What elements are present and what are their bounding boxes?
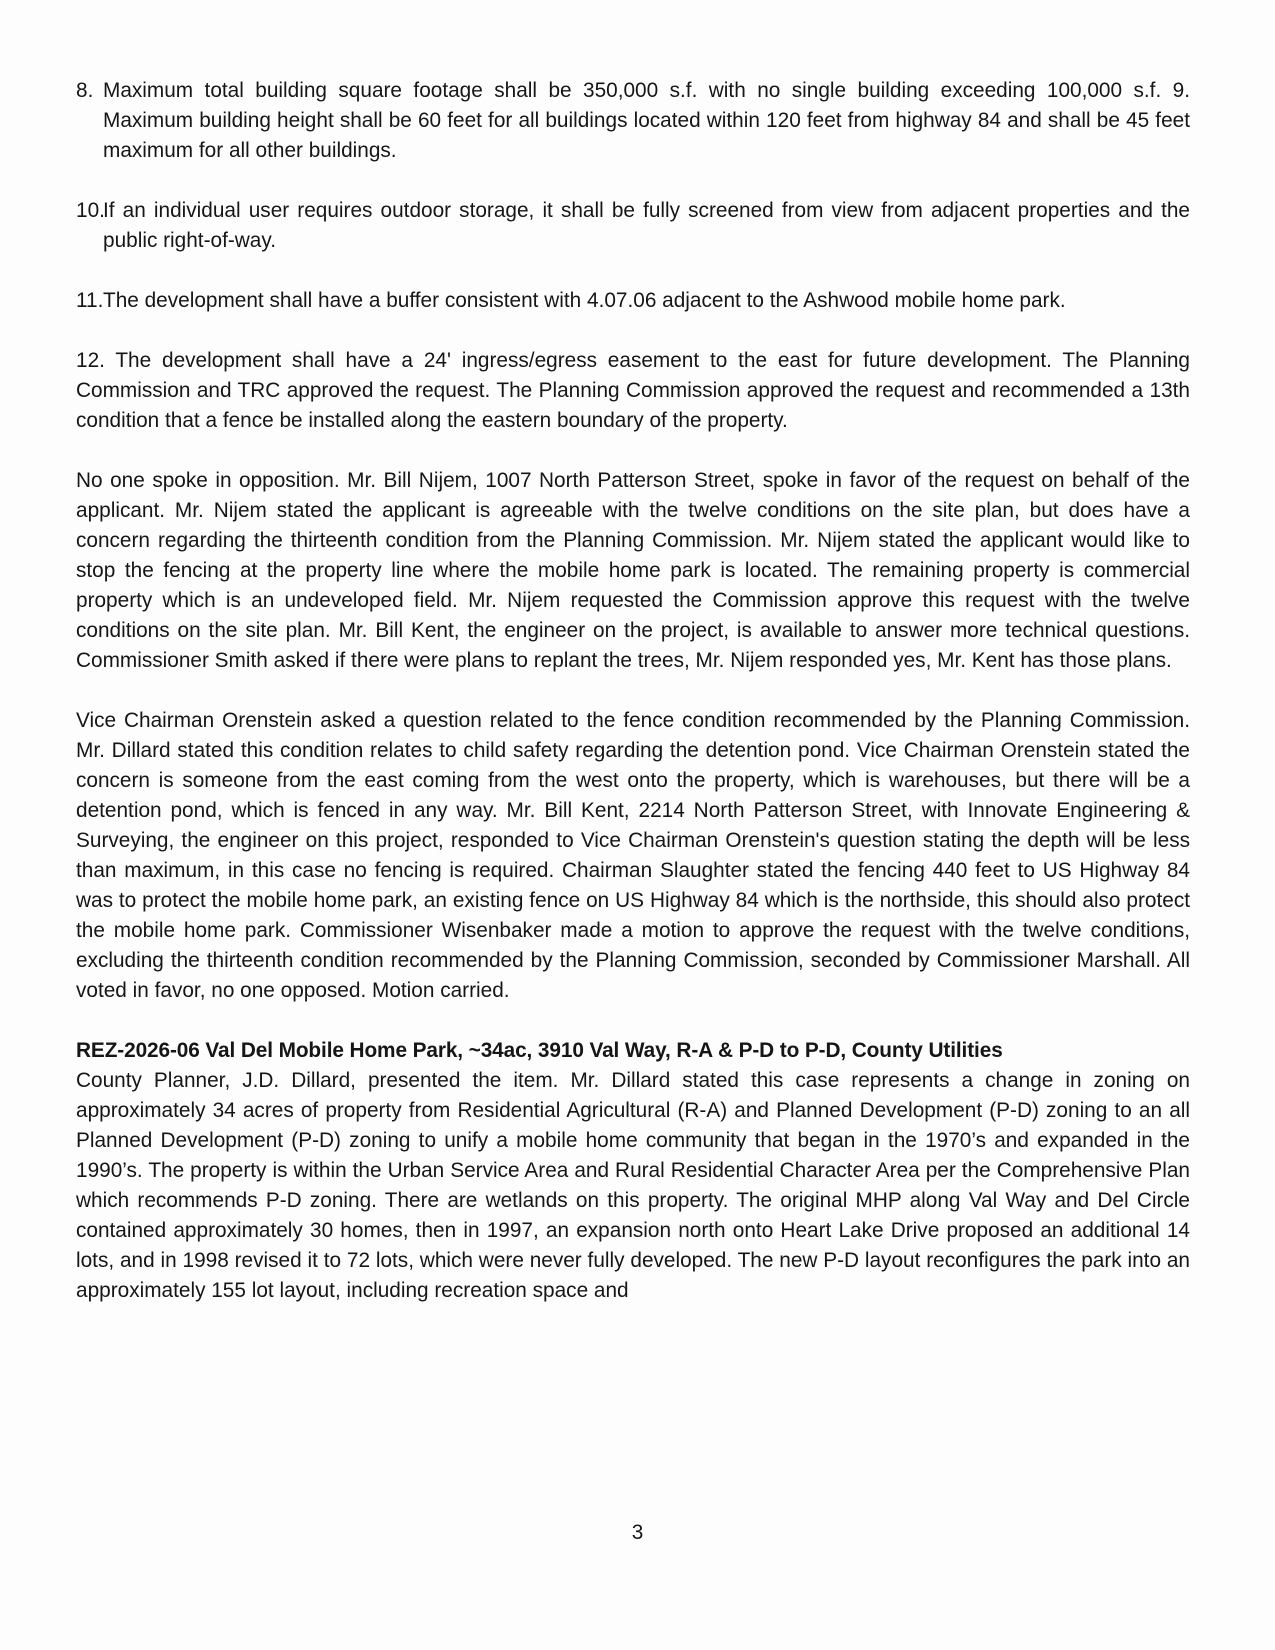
condition-item-11-text: The development shall have a buffer consistent with 4.07.06 adjacent to the Ashwood mobile home park. bbox=[103, 289, 1066, 312]
condition-item-10 bbox=[76, 196, 1190, 256]
condition-item-8-text: Maximum total building square footage shall be 350,000 s.f. with no single building exceeding 100,000 s.f. 9. Maximum building height shall be 60 feet for all buildings located within 120 feet from highway 84 and shall be 45 feet maximum for all other buildings. bbox=[103, 79, 1190, 162]
condition-item-8 bbox=[76, 76, 1190, 166]
commission-discussion-paragraph: Vice Chairman Orenstein asked a question related to the fence condition recommended by the Planning Commission. Mr. Dillard stated this condition relates to child safety regarding the detention pond. Vice Chairman Orenstein stated the concern is someone from the east coming from the west onto the property, which is warehouses, but there will be a detention pond, which is fenced in any way. Mr. Bill Kent, 2214 North Patterson Street, with Innovate Engineering & Surveying, the engineer on this project, responded to Vice Chairman Orenstein's question stating the depth will be less than maximum, in this case no fencing is required. Chairman Slaughter stated the fencing 440 feet to US Highway 84 was to protect the mobile home park, an existing fence on US Highway 84 which is the northside, this should also protect the mobile home park. Commissioner Wisenbaker made a motion to approve the request with the twelve conditions, excluding the thirteenth condition recommended by the Planning Commission, seconded by Commissioner Marshall. All voted in favor, no one opposed. Motion carried. bbox=[76, 709, 1190, 1002]
condition-item-8-marker: 8. bbox=[76, 79, 94, 102]
condition-item-10-marker: 10. bbox=[76, 199, 105, 222]
rez-case-heading: REZ-2026-06 Val Del Mobile Home Park, ~34ac, 3910 Val Way, R-A & P-D to P-D, County Utilities bbox=[76, 1039, 1003, 1062]
page-number: 3 bbox=[631, 1521, 644, 1544]
rez-case-paragraph: County Planner, J.D. Dillard, presented the item. Mr. Dillard stated this case represents a change in zoning on approximately 34 acres of property from Residential Agricultural (R-A) and Planned Development (P-D) zoning to an all Planned Development (P-D) zoning to unify a mobile home community that began in the 1970’s and expanded in the 1990’s. The property is within the Urban Service Area and Rural Residential Character Area per the Comprehensive Plan which recommends P-D zoning. There are wetlands on this property. The original MHP along Val Way and Del Circle contained approximately 30 homes, then in 1997, an expansion north onto Heart Lake Drive proposed an additional 14 lots, and in 1998 revised it to 72 lots, which were never fully developed. The new P-D layout reconfigures the park into an approximately 155 lot layout, including recreation space and bbox=[76, 1069, 1190, 1302]
condition-item-10-text: If an individual user requires outdoor storage, it shall be fully screened from view from adjacent properties and the public right-of-way. bbox=[103, 199, 1190, 252]
page-footer bbox=[0, 1518, 1275, 1548]
condition-item-11-marker: 11. bbox=[76, 289, 104, 312]
condition-item-11 bbox=[76, 286, 1190, 316]
public-comment-paragraph: No one spoke in opposition. Mr. Bill Nijem, 1007 North Patterson Street, spoke in favor of the request on behalf of the applicant. Mr. Nijem stated the applicant is agreeable with the twelve conditions on the site plan, but does have a concern regarding the thirteenth condition from the Planning Commission. Mr. Nijem stated the applicant would like to stop the fencing at the property line where the mobile home park is located. The remaining property is commercial property which is an undeveloped field. Mr. Nijem requested the Commission approve this request with the twelve conditions on the site plan. Mr. Bill Kent, the engineer on the project, is available to answer more technical questions. Commissioner Smith asked if there were plans to replant the trees, Mr. Nijem responded yes, Mr. Kent has those plans. bbox=[76, 469, 1190, 672]
condition-item-12-and-approval-paragraph: 12. The development shall have a 24' ingress/egress easement to the east for future development. The Planning Commission and TRC approved the request. The Planning Commission approved the request and recommended a 13th condition that a fence be installed along the eastern boundary of the property. bbox=[76, 349, 1190, 432]
minutes-content bbox=[76, 76, 1190, 1336]
